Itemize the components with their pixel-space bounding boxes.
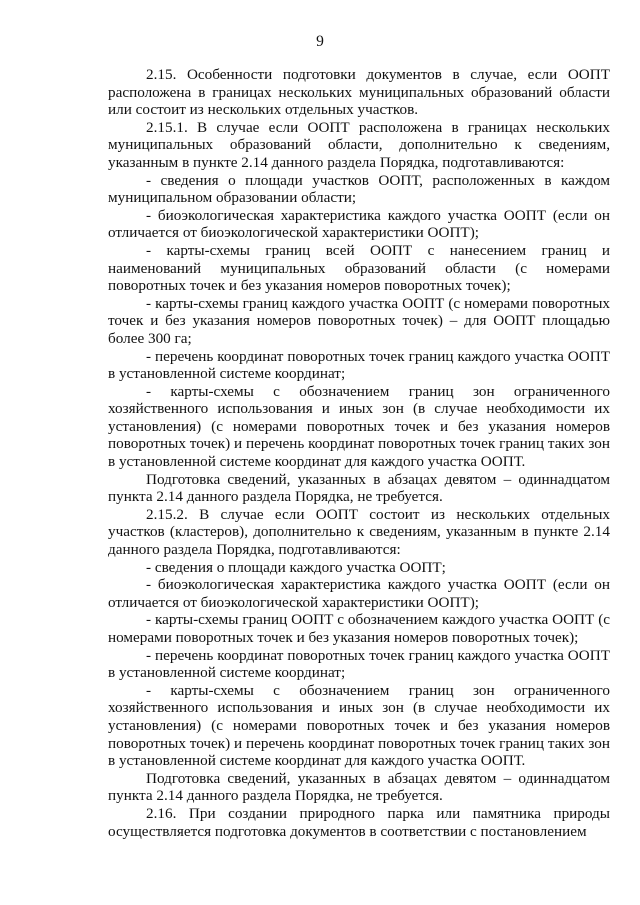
list-item: - сведения о площади каждого участка ООПТ; — [146, 558, 446, 576]
list-item: - карты-схемы с обозначением границ зон ограниченного хозяйственного использования и иных зон (в случае необходимости их установления) (с номерами поворотных точек и без указания номеров поворотных точек) и перечень координат поворотных точек границ таких зон в установленной системе координат для каждого участка ООПТ. — [108, 681, 610, 770]
list-item: - карты-схемы границ каждого участка ООПТ (с номерами поворотных точек и без указания номеров поворотных точек) – для ООПТ площадью более 300 га; — [108, 294, 610, 347]
page-number: 9 — [316, 33, 324, 50]
paragraph-note: Подготовка сведений, указанных в абзацах девятом – одиннадцатом пункта 2.14 данного раздела Порядка, не требуется. — [108, 769, 610, 805]
paragraph-2-15: 2.15. Особенности подготовки документов в случае, если ООПТ расположена в границах нескольких муниципальных образований области или состоит из нескольких отдельных участков. — [108, 66, 610, 119]
paragraph-note: Подготовка сведений, указанных в абзацах девятом – одиннадцатом пункта 2.14 данного раздела Порядка, не требуется. — [108, 470, 610, 506]
paragraph-2-15-1: 2.15.1. В случае если ООПТ расположена в границах нескольких муниципальных образований области, дополнительно к сведениям, указанным в пункте 2.14 данного раздела Порядка, подготавливаются: — [108, 118, 610, 171]
paragraph-2-15-2: 2.15.2. В случае если ООПТ состоит из нескольких отдельных участков (кластеров), дополнительно к сведениям, указанным в пункте 2.14 данного раздела Порядка, подготавливаются: — [108, 505, 610, 559]
list-item: - карты-схемы границ ООПТ с обозначением каждого участка ООПТ (с номерами поворотных точек и без указания номеров поворотных точек); — [108, 611, 610, 646]
list-item: - перечень координат поворотных точек границ каждого участка ООПТ в установленной системе координат; — [108, 646, 610, 682]
list-item: - биоэкологическая характеристика каждого участка ООПТ (если он отличается от биоэкологической характеристики ООПТ); — [108, 206, 610, 242]
document-body — [108, 66, 610, 840]
list-item: - перечень координат поворотных точек границ каждого участка ООПТ в установленной системе координат; — [108, 347, 610, 383]
list-item: - биоэкологическая характеристика каждого участка ООПТ (если он отличается от биоэкологической характеристики ООПТ); — [108, 576, 610, 611]
list-item: - карты-схемы границ всей ООПТ с нанесением границ и наименований муниципальных образований области (с номерами поворотных точек и без указания номеров поворотных точек); — [108, 241, 610, 295]
list-item: - карты-схемы с обозначением границ зон ограниченного хозяйственного использования и иных зон (в случае необходимости их установления) (с номерами поворотных точек и без указания номеров поворотных точек) и перечень координат поворотных точек границ таких зон в установленной системе координат для каждого участка ООПТ. — [108, 382, 610, 471]
paragraph-2-16: 2.16. При создании природного парка или памятника природы осуществляется подготовка документов в соответствии с постановлением — [108, 804, 610, 840]
list-item: - сведения о площади участков ООПТ, расположенных в каждом муниципальном образовании области; — [108, 171, 610, 207]
